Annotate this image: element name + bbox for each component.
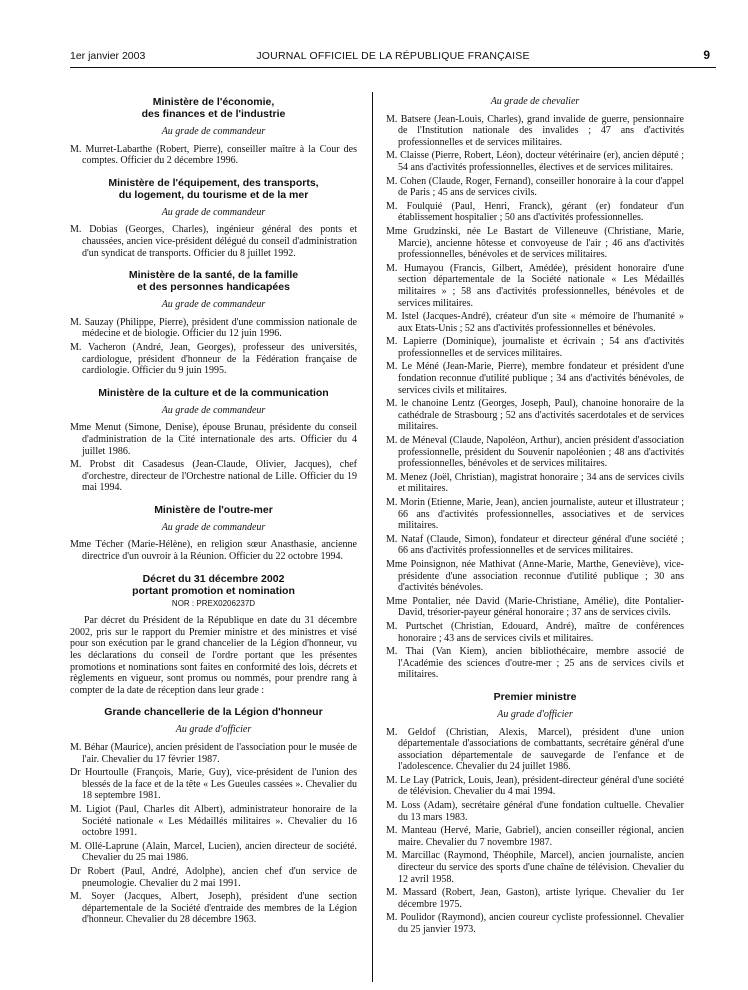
header-title: JOURNAL OFFICIEL DE LA RÉPUBLIQUE FRANÇAISE bbox=[256, 50, 530, 62]
list-item: M. Ollé-Laprune (Alain, Marcel, Lucien), ancien directeur de société. Chevalier du 25 mai 1986. bbox=[70, 840, 357, 864]
list-item: M. Claisse (Pierre, Robert, Léon), docteur vétérinaire (er), ancien député ; 54 ans d'activités professionnelles, électives et de services militaires. bbox=[386, 150, 684, 173]
grade-heading: Au grade de commandeur bbox=[161, 206, 266, 218]
section-grande-chancellerie bbox=[70, 706, 357, 926]
section-sante bbox=[70, 269, 357, 377]
grade-heading: Au grade de chevalier bbox=[490, 96, 580, 107]
list-item: M. Foulquié (Paul, Henri, Franck), gérant (er) fondateur d'un établissement hospitalier ; 50 ans d'activités professionnelles. bbox=[386, 200, 684, 224]
list-item: M. Marcillac (Raymond, Théophile, Marcel), ancien journaliste, ancien directeur du service des sports d'une chaîne de télévision. Chevalier du 12 avril 1958. bbox=[386, 850, 684, 885]
ministry-title: Ministère de la santé, de la famille et des personnes handicapées bbox=[128, 269, 299, 294]
list-item: M. Vacheron (André, Jean, Georges), professeur des universités, cardiologue, président d'honneur de la Fédération française de cardiologie. Officier du 9 juin 1995. bbox=[70, 341, 357, 377]
ministry-title: Ministère de l'économie, des finances et de l'industrie bbox=[141, 96, 286, 120]
list-item: M. Dobias (Georges, Charles), ingénieur général des ponts et chaussées, ancien vice-président délégué du conseil d'administration d'un syndicat de transports. Officier du 8 juillet 1992. bbox=[70, 224, 357, 259]
grade-heading: Au grade de commandeur bbox=[161, 299, 266, 311]
grade-heading: Au grade de commandeur bbox=[161, 404, 266, 416]
list-item: M. Batsere (Jean-Louis, Charles), grand invalide de guerre, pensionnaire de l'Institution nationale des invalides ; 47 ans d'activités professionnelles et de services militaires. bbox=[386, 113, 684, 148]
nor-reference: NOR : PREX0206237D bbox=[171, 598, 256, 608]
section-chevalier bbox=[386, 96, 684, 681]
header-date: 1er janvier 2003 bbox=[70, 50, 146, 62]
list-item: M. Purtschet (Christian, Edouard, André), maître de conférences honoraire ; 43 ans de services civils et militaires. bbox=[386, 620, 684, 644]
list-item: M. Soyer (Jacques, Albert, Joseph), président d'une section départementale de la Société d'entraide des membres de la Légion d'honneur. Chevalier du 28 décembre 1963. bbox=[70, 891, 357, 926]
list-item: Mme Poinsignon, née Mathivat (Anne-Marie, Marthe, Geneviève), vice-présidente d'une association reconnue d'utilité publique ; 30 ans d'activités bénévoles. bbox=[386, 558, 684, 594]
list-item: M. Ligiot (Paul, Charles dit Albert), administrateur honoraire de la Société nationale « Les Médaillés militaires ». Chevalier du 16 octobre 1991. bbox=[70, 803, 357, 839]
grade-heading: Au grade d'officier bbox=[175, 724, 252, 736]
section-economie bbox=[70, 96, 357, 167]
list-item: Mme Menut (Simone, Denise), épouse Brunau, présidente du conseil d'administration de la Cité internationale des arts. Officier du 4 juillet 1986. bbox=[70, 422, 357, 457]
list-item: M. Nataf (Claude, Simon), fondateur et directeur général d'une société ; 66 ans d'activités professionnelles et de services militaires. bbox=[386, 533, 684, 557]
column-divider bbox=[372, 92, 373, 982]
list-item: Mme Grudzinski, née Le Bastart de Villeneuve (Christiane, Marie, Marcie), ancienne hôtesse et convoyeuse de l'air ; 46 ans d'activités professionnelles, bénévoles et de services militaires. bbox=[386, 225, 684, 261]
list-item: M. Geldof (Christian, Alexis, Marcel), président d'une union départementale d'associations de combattants, secrétaire général d'une association départementale de sauvegarde de l'enfance et de l'adolescence. Chevalier du 24 juillet 1986. bbox=[386, 726, 684, 773]
list-item: M. Sauzay (Philippe, Pierre), président d'une commission nationale de médecine et de biologie. Officier du 12 juin 1996. bbox=[70, 316, 357, 340]
left-column bbox=[70, 96, 357, 936]
list-item: M. Lapierre (Dominique), journaliste et écrivain ; 54 ans d'activités professionnelles et de services militaires. bbox=[386, 336, 684, 359]
list-item: M. Probst dit Casadesus (Jean-Claude, Olivier, Jacques), chef d'orchestre, directeur de l'Orchestre national de Lille. Officier du 19 mai 1994. bbox=[70, 459, 357, 494]
grade-heading: Au grade de commandeur bbox=[161, 521, 266, 533]
section-culture bbox=[70, 387, 357, 494]
right-column bbox=[386, 96, 684, 946]
list-item: M. Le Lay (Patrick, Louis, Jean), président-directeur général d'une société de télévision. Chevalier du 4 mai 1994. bbox=[386, 774, 684, 798]
list-item: M. Humayou (Francis, Gilbert, Amédée), président honoraire d'une section départementale de la Société nationale « Les Médaillés militaires » ; 58 ans d'activités professionnelles, bénévoles et de services militaires. bbox=[386, 262, 684, 309]
list-item: M. Massard (Robert, Jean, Gaston), artiste lyrique. Chevalier du 1er décembre 1975. bbox=[386, 887, 684, 910]
list-item: Mme Técher (Marie-Hélène), en religion sœur Anasthasie, ancienne directrice d'un ouvroir à la Réunion. Officier du 22 octobre 1994. bbox=[70, 539, 357, 563]
ministry-title: Grande chancellerie de la Légion d'honneur bbox=[104, 706, 323, 719]
list-item: M. Cohen (Claude, Roger, Fernand), conseiller honoraire à la cour d'appel de Paris ; 45 ans de services civils. bbox=[386, 175, 684, 199]
list-item: M. Manteau (Hervé, Marie, Gabriel), ancien conseiller régional, ancien maire. Chevalier du 7 novembre 1987. bbox=[386, 825, 684, 848]
list-item: Dr Robert (Paul, André, Adolphe), ancien chef d'un service de pneumologie. Chevalier du 2 mai 1991. bbox=[70, 865, 357, 889]
list-item: M. Thai (Van Kiem), ancien bibliothécaire, membre associé de l'Académie des sciences d'outre-mer ; 25 ans de services civils et militaires. bbox=[386, 646, 684, 681]
list-item: M. le chanoine Lentz (Georges, Joseph, Paul), chanoine honoraire de la cathédrale de Strasbourg ; 52 ans d'activités sacerdotales et de services militaires. bbox=[386, 398, 684, 433]
list-item: M. Poulidor (Raymond), ancien coureur cycliste professionnel. Chevalier du 25 janvier 1973. bbox=[386, 912, 684, 935]
section-equipement bbox=[70, 177, 357, 259]
list-item: M. Béhar (Maurice), ancien président de l'association pour le musée de l'air. Chevalier du 17 février 1987. bbox=[70, 742, 357, 765]
list-item: M. Loss (Adam), secrétaire général d'une fondation cultuelle. Chevalier du 13 mars 1983. bbox=[386, 800, 684, 823]
list-item: M. Morin (Etienne, Marie, Jean), ancien journaliste, auteur et illustrateur ; 66 ans d'activités professionnelles, associatives et de services militaires. bbox=[386, 497, 684, 532]
page-header bbox=[70, 48, 716, 66]
ministry-title: Ministère de l'équipement, des transports, du logement, du tourisme et de la mer bbox=[108, 176, 319, 201]
page-number: 9 bbox=[703, 48, 710, 62]
decree-block bbox=[70, 573, 357, 697]
ministry-title: Premier ministre bbox=[493, 690, 577, 703]
list-item: Mme Pontalier, née David (Marie-Christiane, Amélie), dite Pontalier-David, trésorier-payeur général honoraire ; 37 ans de services civils. bbox=[386, 595, 684, 619]
ministry-title: Ministère de l'outre-mer bbox=[154, 503, 273, 516]
list-item: M. Menez (Joël, Christian), magistrat honoraire ; 34 ans de services civils et militaires. bbox=[386, 471, 684, 495]
ministry-title: Ministère de la culture et de la communication bbox=[98, 386, 329, 399]
header-rule bbox=[70, 67, 716, 68]
section-premier-ministre bbox=[386, 691, 684, 936]
grade-heading: Au grade d'officier bbox=[497, 708, 573, 720]
section-outre-mer bbox=[70, 504, 357, 563]
decree-title: Décret du 31 décembre 2002 portant promotion et nomination bbox=[132, 572, 295, 597]
list-item: M. de Méneval (Claude, Napoléon, Arthur), ancien président d'association professionnelle, président du Souvenir napoléonien ; 48 ans d'activités professionnelles, bénévoles et de services militaires. bbox=[386, 435, 684, 470]
list-item: Dr Hourtoulle (François, Marie, Guy), vice-président de l'union des blessés de la face et de la tête « Les Gueules cassées ». Chevalier du 18 septembre 1981. bbox=[70, 767, 357, 802]
grade-heading: Au grade de commandeur bbox=[161, 126, 266, 137]
list-item: M. Le Méné (Jean-Marie, Pierre), membre fondateur et président d'une fondation reconnue d'utilité publique ; 34 ans d'activités bénévoles, de services civils et militaires. bbox=[386, 361, 684, 396]
decree-text: Par décret du Président de la République en date du 31 décembre 2002, pris sur le rapport du Premier ministre et des ministres et visé pour son exécution par le grand chancelier de la Légion d'honneur, vu les déclarations du conseil de l'ordre portant que les présentes promotions et nominations sont faites en conformité des lois, décrets et règlements en vigueur, sont promus ou nommés, pour prendre rang à compter de la date de réception dans leur grade : bbox=[70, 615, 357, 696]
list-item: M. Murret-Labarthe (Robert, Pierre), conseiller maître à la Cour des comptes. Officier du 2 décembre 1996. bbox=[70, 143, 357, 167]
list-item: M. Istel (Jacques-André), créateur d'un site « mémoire de l'humanité » aux Etats-Unis ; 52 ans d'activités professionnelles et bénévoles. bbox=[386, 311, 684, 334]
